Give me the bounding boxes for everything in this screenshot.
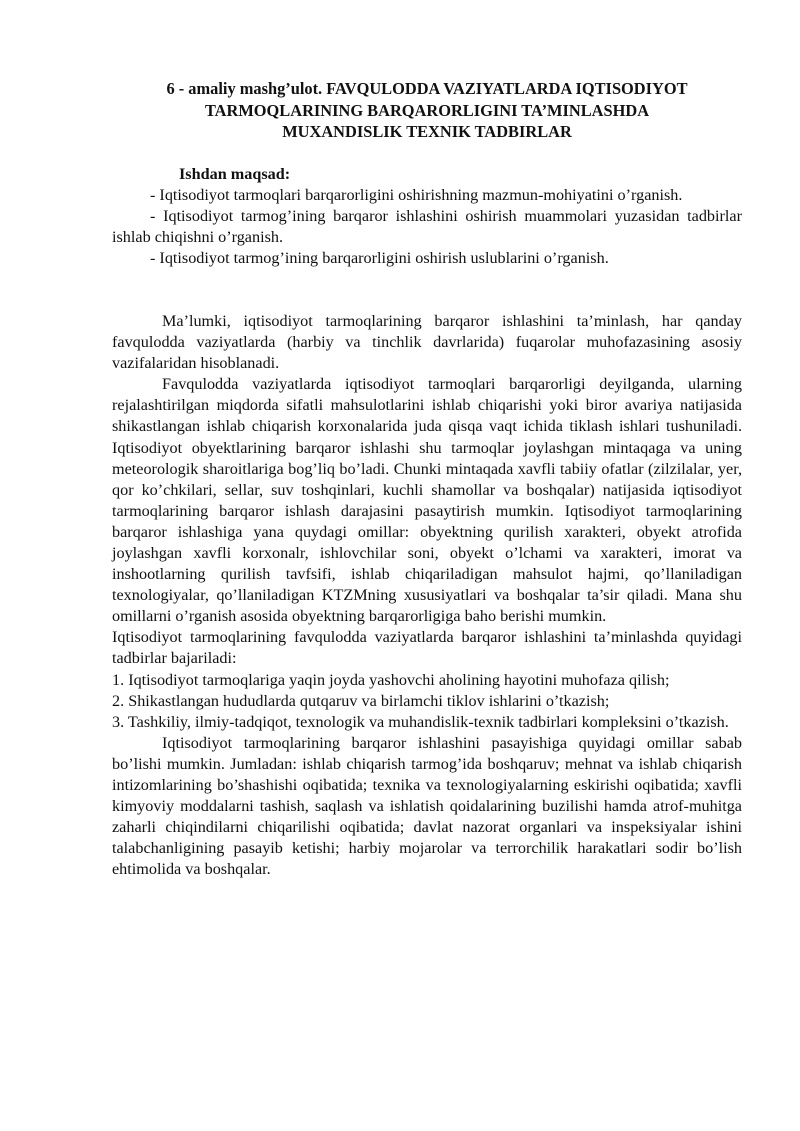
measure-item-2: 2. Shikastlangan hududlarda qutqaruv va birlamchi tiklov ishlarini o’tkazish; (112, 691, 610, 710)
document-page (112, 78, 742, 881)
section-spacer (112, 269, 742, 311)
title-line-1: 6 - amaliy mashg’ulot. FAVQULODDA VAZIYATLARDA IQTISODIYOT (166, 79, 688, 98)
paragraph-measures-intro: Iqtisodiyot tarmoqlarining favqulodda vaziyatlarda barqaror ishlashini ta’minlashda quyidagi tadbirlar bajariladi: (112, 628, 742, 668)
title-line-2: TARMOQLARINING BARQARORLIGINI TA’MINLASHDA (204, 100, 650, 120)
goal-item-3: - Iqtisodiyot tarmog’ining barqarorligini oshirish uslublarini o’rganish. (150, 248, 609, 267)
title-line-3: MUXANDISLIK TEXNIK TADBIRLAR (282, 122, 572, 141)
goal-item-2: - Iqtisodiyot tarmog’ining barqaror ishlashini oshirish muammolari yuzasidan tadbirlar ishlab chiqishni o’rganish. (112, 206, 742, 246)
paragraph-intro: Ma’lumki, iqtisodiyot tarmoqlarining barqaror ishlashini ta’minlash, har qanday favqulodda vaziyatlarda (harbiy va tinchlik davrlarida) fuqarolar muhofazasining asosiy vazifalaridan hisoblanadi. (112, 311, 742, 373)
measure-item-1: 1. Iqtisodiyot tarmoqlariga yaqin joyda yashovchi aholining hayotini muhofaza qilish; (112, 670, 670, 689)
goal-heading: Ishdan maqsad: (179, 164, 291, 183)
measure-item-3: 3. Tashkiliy, ilmiy-tadqiqot, texnologik va muhandislik-texnik tadbirlari kompleksini o’tkazish. (112, 712, 729, 731)
main-text (112, 311, 742, 881)
paragraph-factors: Iqtisodiyot tarmoqlarining barqaror ishlashini pasayishiga quyidagi omillar sabab bo’lishi mumkin. Jumladan: ishlab chiqarish tarmog’ida boshqaruv; mehnat va ishlab chiqarish intizomlarining bo’shashishi oqibatida; texnika va texnologiyalarning eskirishi oqibatida; xavfli kimyoviy moddalarni tashish, saqlash va ishlatish qoidalarining buzilishi hamda atrof-muhitga zaharli chiqindilarni chiqarilishi oqibatida; davlat nazorat organlari va inspeksiyalar ishini talabchanligining pasayib ketishi; harbiy mojarolar va terrorchilik harakatlari sodir bo’lish ehtimolida va boshqalar. (112, 733, 742, 879)
document-title (112, 78, 742, 143)
goal-section (112, 164, 742, 269)
paragraph-definition: Favqulodda vaziyatlarda iqtisodiyot tarmoqlari barqarorligi deyilganda, ularning rejalashtirilgan miqdorda sifatli mahsulotlarini ishlab chiqarishi yoki biror avariya natijasida shikastlangan ishlab chiqarish korxonalarida juda qisqa vaqt ichida tiklash ishlari tushuniladi. Iqtisodiyot obyektlarining barqaror ishlashi shu tarmoqlar joylashgan mintaqaga va uning meteorologik sharoitlariga bog’liq bo’ladi. Chunki mintaqada xavfli tabiiy ofatlar (zilzilalar, yer, qor ko’chkilari, sellar, suv toshqinlari, kuchli shamollar va boshqalar) natijasida iqtisodiyot tarmoqlarining barqaror ishlash darajasini pasaytirish mumkin. Iqtisodiyot tarmoqlarining barqaror ishlashiga yana quydagi omillar: obyektning qurilish xarakteri, obyekt atrofida joylashgan xavfli korxonalr, ishlovchilar soni, obyekt o’lchami va xarakteri, imorat va inshootlarning qurilish tavfsifi, ishlab chiqariladigan mahsulot hajmi, qo’llaniladigan texnologiyalar, qo’llaniladigan KTZMning xususiyatlari va boshqalar ta’sir qiladi. Mana shu omillarni o’rganish asosida obyektning barqarorligiga baho berishi mumkin. (112, 375, 742, 626)
goal-item-1: - Iqtisodiyot tarmoqlari barqarorligini oshirishning mazmun-mohiyatini o’rganish. (150, 185, 683, 204)
